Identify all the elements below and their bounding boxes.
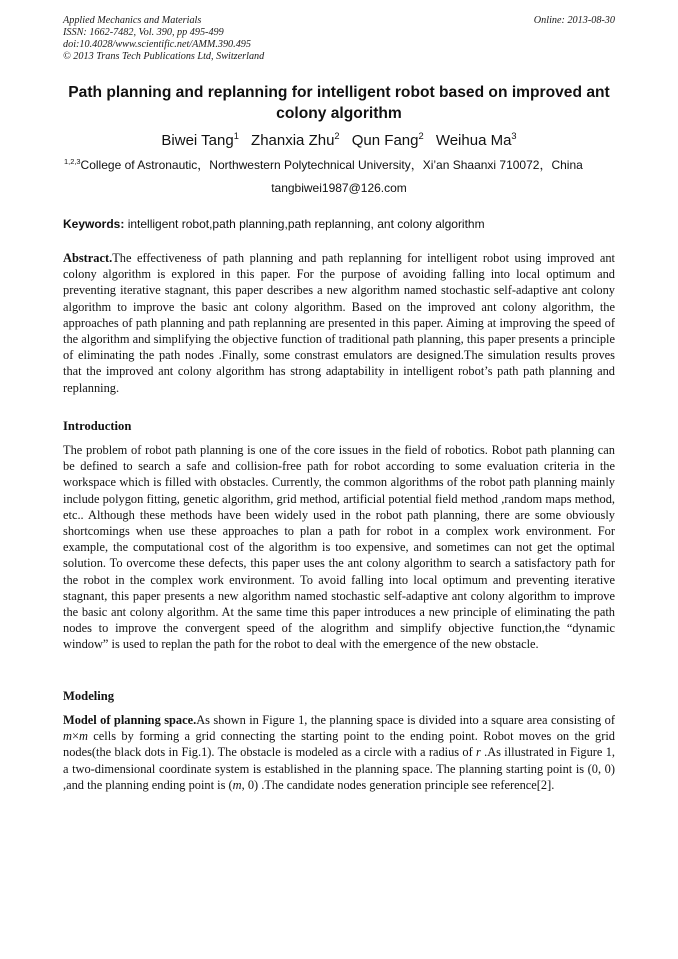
modeling-body: Model of planning space.As shown in Figure 1, the planning space is divided into a square area consisting of m×m cells by forming a grid connecting the starting point to the ending point. Robot moves on the grid nodes(the black dots in Fig.1). The obstacle is modeled as a circle with a radius of r .As illustrated in Figure 1, a two-dimensional coordinate system is established in the planning space. The planning starting point is (0, 0) ,and the planning ending point is (m, 0) .The candidate nodes generation principle see reference[2].	[63, 713, 615, 792]
author: Biwei Tang$^1$	[161, 131, 239, 149]
author: Weihua Ma$^3$	[435, 131, 517, 149]
subsection-label: Model of planning space.	[63, 713, 197, 727]
introduction-body: The problem of robot path planning is one of the core issues in the field of robotics. Robot path planning can be defined to search a safe and collision-free path for robot according to some evaluation criteria in the workspace which is filled with obstacles. Currently, the common algorithms of the robot path planning mainly include polygon fitting, genetic algorithm, grid method, artificial potential field method ,random maps method, etc.. Although these methods have been widely used in the robot path planning, there are some obviously shortcomings when use these approaches to plan a path for robot in a complex work environment. For example, the computational cost of the algorithm is too expensive, and sometimes can not get the optimal solution. To overcome these defects, this paper uses the ant colony algorithm to search a satisfactory path for the robot in the complex work environment. To avoid falling into local optimum and preventing iterative stagnant, this paper presents a new algorithm named stochastic self-adaptive ant colony algorithm to improve the basic ant colony algorithm. At the same time this paper introduces a new principle of eliminating the path nodes to improve the convergent speed of the alogrithm and simplify objective function,the “dynamic window” is used to replan the path for the robot to deal with the emergence of the new obstacle.	[63, 443, 615, 652]
author: Qun Fang$^2$	[351, 131, 424, 149]
author: Zhanxia Zhu$^2$	[251, 131, 340, 149]
copyright-line: © 2013 Trans Tech Publications Ltd, Switzerland	[63, 51, 265, 62]
paper-title: Path planning and replanning for intelligent robot based on improved ant colony algorithm	[68, 84, 610, 122]
online-date: Online: 2013-08-30	[533, 15, 615, 26]
affiliation: $^{1,2,3}$College of Astronautic，Northwestern Polytechnical University，Xi’an Shaanxi 710072，China	[64, 157, 583, 172]
section-heading-introduction: Introduction	[63, 419, 132, 433]
journal-name: Applied Mechanics and Materials	[63, 15, 202, 26]
journal-header	[63, 15, 615, 63]
keywords-label: Keywords:	[63, 217, 125, 231]
section-heading-modeling: Modeling	[63, 689, 115, 703]
author-list	[60, 132, 618, 150]
abstract: Abstract.The effectiveness of path planning and path replanning for intelligent robot using improved ant colony algorithm is explored in this paper. For the purpose of avoiding falling into local optimum and preventing iterative stagnant, this paper describes a new algorithm named stochastic self-adaptive ant colony algorithm to improve the basic ant colony algorithm. Based on the improved ant colony algorithm, the approaches of path planning and path replanning are presented in this paper. Aiming at improving the speed of the algorithm and simplifying the objective function of traditional path planning, this paper presents a principle of eliminating the path nodes .Finally, some constrast emulators are designed.The simulation results proves that the improved ant colony algorithm has strong adaptability in intelligent robot’s path path planning and replanning.	[63, 251, 615, 395]
issn-line: ISSN: 1662-7482, Vol. 390, pp 495-499	[63, 27, 224, 38]
keywords: Keywords: intelligent robot,path planning,path replanning, ant colony algorithm	[63, 217, 485, 231]
author-email[interactable]: tangbiwei1987@126.com	[271, 181, 407, 195]
doi-line: doi:10.4028/www.scientific.net/AMM.390.495	[63, 39, 251, 50]
abstract-label: Abstract.	[63, 251, 113, 265]
